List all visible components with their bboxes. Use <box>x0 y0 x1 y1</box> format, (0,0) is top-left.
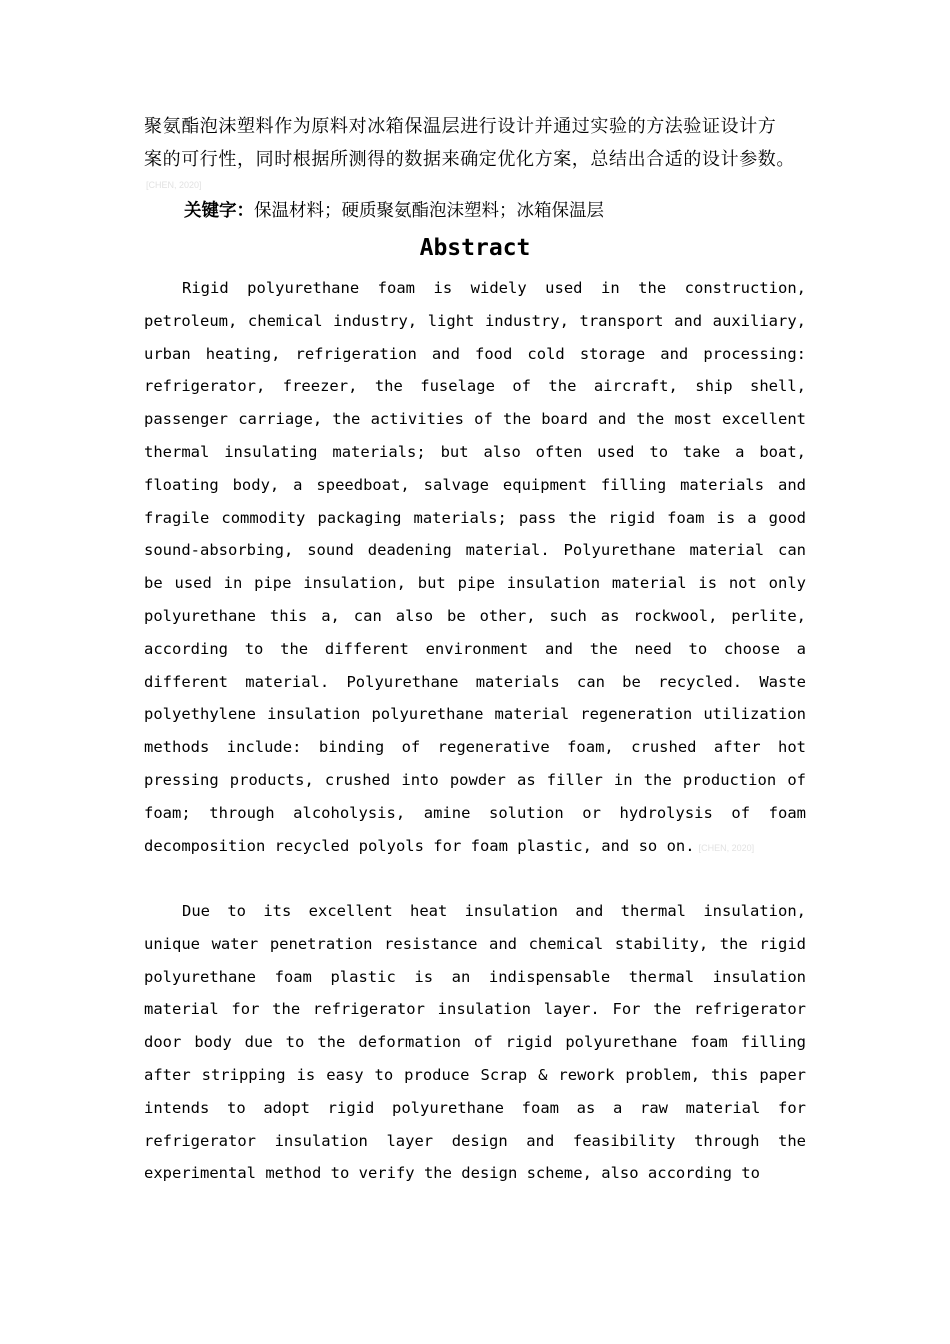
chinese-line-1: 聚氨酯泡沫塑料作为原料对冰箱保温层进行设计并通过实验的方法验证设计方 <box>144 116 777 137</box>
keywords-text: 保温材料；硬质聚氨酯泡沫塑料；冰箱保温层 <box>254 201 604 221</box>
chinese-line-2: 案的可行性，同时根据所测得的数据来确定优化方案，总结出合适的设计参数。 <box>144 149 795 170</box>
faint-citation-mark: [CHEN, 2020] <box>146 180 202 190</box>
keywords-label: 关键字： <box>184 201 254 221</box>
faint-citation-mark-2: [CHEN, 2020] <box>698 842 755 853</box>
abstract-paragraph-1-text: Rigid polyurethane foam is widely used in the construction, petroleum, chemical industry, light industry, transport and auxiliary, urban heating, refrigeration and food cold storage and processing: refrigerator, freezer, the fuselage of the aircraft, ship shell, passenger carriage, the activities of the board and the most excellent thermal insulating materials; but also often used to take a boat, floating body, a speedboat, salvage equipment filling materials and fragile commodity packaging materials; pass the rigid foam is a good sound-absorbing, sound deadening material. Polyurethane material can be used in pipe insulation, but pipe insulation material is not only polyurethane this a, can also be other, such as rockwool, perlite, according to the different environment and the need to choose a different material. Polyurethane materials can be recycled. Waste polyethylene insulation polyurethane material regeneration utilization methods include: binding of regenerative foam, crushed after hot pressing products, crushed into powder as filler in the production of foam; through alcoholysis, amine solution or hydrolysis of foam decomposition recycled polyols for foam plastic, and so on. <box>144 279 806 855</box>
abstract-paragraph-2: Due to its excellent heat insulation and thermal insulation, unique water penetration resistance and chemical stability, the rigid polyurethane foam plastic is an indispensable thermal insulation material for the refrigerator insulation layer. For the refrigerator door body due to the deformation of rigid polyurethane foam filling after stripping is easy to produce Scrap & rework problem, this paper intends to adopt rigid polyurethane foam as a raw material for refrigerator insulation layer design and feasibility through the experimental method to verify the design scheme, also according to <box>144 902 806 1183</box>
chinese-abstract-tail <box>144 110 806 176</box>
abstract-paragraph-1 <box>144 272 806 864</box>
abstract-title: Abstract <box>419 235 531 261</box>
keywords-line <box>184 196 604 226</box>
